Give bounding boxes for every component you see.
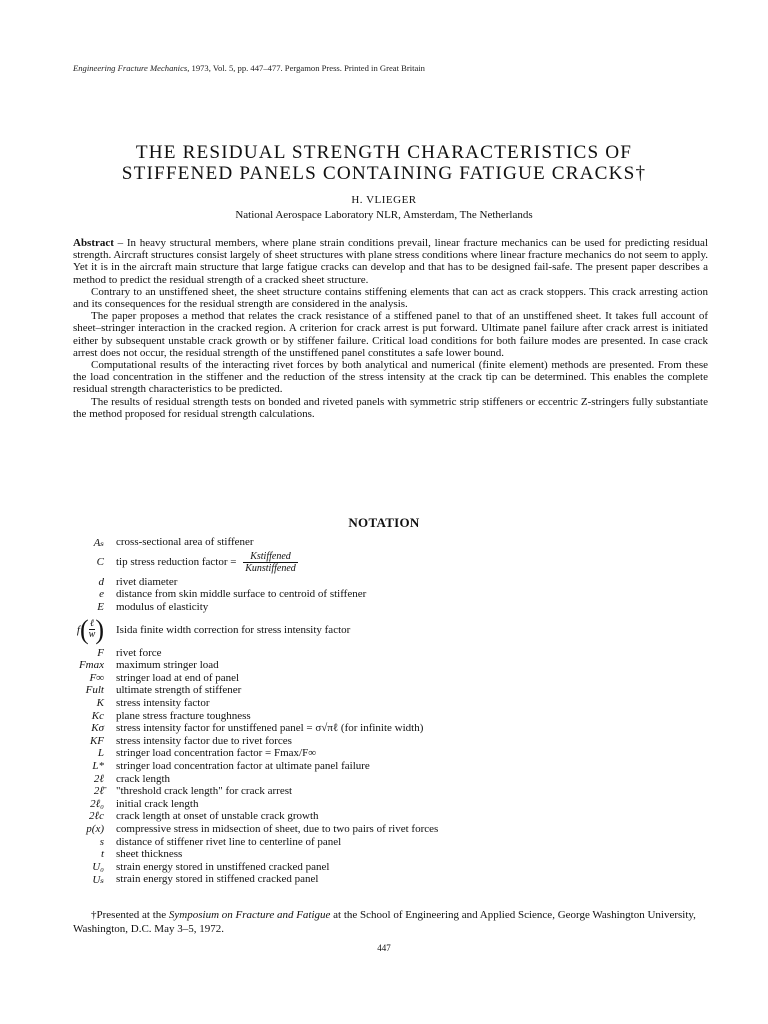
notation-symbol: K (96, 697, 104, 710)
notation-definition: stress intensity factor due to rivet forces (116, 734, 292, 747)
abstract-paragraph-5: The results of residual strength tests on bonded and riveted panels with symmetric strip stiffeners or eccentric Z-stringers fully substantiate the method proposed for residual strength calculations. (73, 395, 708, 420)
footnote: †Presented at the Symposium on Fracture and Fatigue at the School of Engineering and Applied Science, George Washington University, Washington, D.C. May 3–5, 1972. (73, 909, 696, 935)
notation-row (68, 646, 708, 659)
notation-symbol: Kσ (91, 722, 104, 735)
notation-symbol: 2ℓ (93, 772, 104, 785)
notation-row (68, 735, 708, 748)
notation-definition: Isida finite width correction for stress intensity factor (116, 623, 351, 636)
notation-definition: sheet thickness (116, 848, 183, 861)
notation-symbol: KF (89, 734, 104, 747)
notation-definition: cross-sectional area of stiffener (116, 536, 254, 549)
notation-definition: rivet force (116, 646, 162, 659)
journal-citation: , 1973, Vol. 5, pp. 447–477. Pergamon Press. Printed in Great Britain (187, 63, 425, 73)
author-name: H. VLIEGER (351, 194, 417, 206)
notation-symbol: Fmax (78, 659, 104, 672)
page-number: 447 (377, 943, 391, 953)
notation-row (68, 835, 708, 848)
notation-row (68, 684, 708, 697)
notation-definition: compressive stress in midsection of sheet, due to two pairs of rivet forces (116, 822, 439, 835)
notation-symbol: e (99, 588, 104, 601)
notation-row (68, 798, 708, 811)
abstract-paragraph-1: Abstract – In heavy structural members, where plane strain conditions prevail, linear fracture mechanics can be used for predicting residual strength. Aircraft structures consist largely of sheet structures with plane stress conditions where linear fracture mechanics do not seem to apply. Yet it is in the aircraft main structure that large fatigue cracks can develop and that has to be designed fail-safe. The present paper describes a method to predict the residual strength of a cracked sheet structure. (73, 237, 708, 286)
stress-reduction-fraction (243, 551, 298, 574)
paper-title (60, 142, 708, 184)
notation-symbol: F (97, 646, 104, 659)
abstract-paragraph-4: Computational results of the interacting rivet forces by both analytical and numerical (finite element) methods are presented. From these the load concentration in the stiffener and the reduction of the stress intensity at the crack tip can be determined. This enables the complete residual strength characteristics to be predicted. (73, 359, 708, 396)
notation-row (68, 576, 708, 589)
notation-symbol: Aₛ (93, 536, 104, 549)
notation-symbol: Uₛ (92, 873, 104, 886)
notation-list (68, 536, 708, 886)
notation-symbol (68, 614, 116, 645)
notation-row (68, 810, 708, 823)
notation-symbol: d (98, 575, 104, 588)
notation-definition: stringer load concentration factor at ultimate panel failure (116, 760, 370, 773)
notation-row (68, 747, 708, 760)
notation-row (68, 823, 708, 836)
notation-row (68, 848, 708, 861)
notation-row (68, 722, 708, 735)
notation-row (68, 588, 708, 601)
journal-header (73, 63, 693, 73)
notation-definition: stress intensity factor for unstiffened panel = σ√πℓ (for infinite width) (116, 722, 424, 735)
notation-row (68, 785, 708, 798)
notation-definition: distance of stiffener rivet line to centerline of panel (116, 835, 342, 848)
notation-symbol: F∞ (89, 671, 104, 684)
notation-row (68, 772, 708, 785)
notation-definition: "threshold crack length" for crack arrest (116, 785, 293, 798)
notation-definition: stringer load at end of panel (116, 671, 240, 684)
notation-row (68, 697, 708, 710)
notation-symbol: L* (92, 760, 104, 773)
notation-row (68, 873, 708, 886)
notation-definition: plane stress fracture toughness (116, 709, 251, 722)
abstract-lead: Abstract (73, 237, 114, 249)
notation-symbol: U₀ (92, 860, 104, 873)
notation-symbol: L (97, 747, 104, 760)
abstract-paragraph-2: Contrary to an unstiffened sheet, the sheet structure contains stiffening elements that can act as crack stoppers. This crack arresting action and its consequences for the residual strength are considered in the analysis. (73, 285, 708, 311)
notation-symbol: t (100, 848, 104, 861)
notation-symbol: 2ℓ₀ (90, 797, 104, 810)
notation-row (68, 760, 708, 773)
notation-symbol: 2ℓc (89, 810, 104, 823)
notation-definition: strain energy stored in stiffened cracked panel (116, 873, 319, 886)
symposium-name: Symposium on Fracture and Fatigue (168, 909, 331, 921)
journal-name: Engineering Fracture Mechanics (73, 63, 188, 73)
abstract-paragraph-3: The paper proposes a method that relates the crack resistance of a stiffened panel to that of an unstiffened sheet. It takes full account of sheet–stringer interaction in the cracked region. A criterion for crack arrest is put forward. Ultimate panel failure after crack arrest is initiated either by subsequent unstable crack growth or by stiffener failure. Critical load conditions for both failure modes are presented. In case crack arrest does not occur, the residual strength of the unstiffened panel constitutes a safe lower bound. (73, 310, 708, 359)
notation-symbol: s (99, 835, 104, 848)
notation-definition: initial crack length (116, 797, 199, 810)
notation-heading: NOTATION (348, 515, 420, 530)
notation-row (68, 613, 708, 646)
notation-definition: crack length at onset of unstable crack growth (116, 810, 319, 823)
notation-symbol: p(x) (86, 822, 104, 835)
notation-definition: crack length (116, 772, 171, 785)
abstract (73, 237, 708, 420)
author-affiliation: National Aerospace Laboratory NLR, Amsterdam, The Netherlands (235, 209, 533, 221)
notation-definition: rivet diameter (116, 575, 178, 588)
title-line-2: STIFFENED PANELS CONTAINING FATIGUE CRACKS† (121, 163, 647, 184)
notation-row (68, 659, 708, 672)
notation-symbol: E (97, 601, 104, 614)
notation-row (68, 601, 708, 614)
notation-definition: maximum stringer load (116, 659, 219, 672)
notation-row (68, 709, 708, 722)
notation-row (68, 860, 708, 873)
notation-symbol: 2ℓ̄ (93, 785, 104, 798)
notation-row (68, 672, 708, 685)
notation-definition: modulus of elasticity (116, 601, 209, 614)
notation-definition: stress intensity factor (116, 697, 210, 710)
notation-definition: tip stress reduction factor = $\frac{\text{Kstiffened}}{\text{Kunstiffened}}$ (116, 550, 296, 574)
isida-function-symbol: f ( ℓ w ) (76, 614, 104, 645)
notation-definition: distance from skin middle surface to centroid of stiffener (116, 588, 367, 601)
fraction-denominator: Kunstiffened (245, 562, 296, 574)
notation-symbol: C (96, 556, 104, 569)
notation-definition: strain energy stored in unstiffened cracked panel (116, 860, 330, 873)
notation-symbol: Kc (91, 709, 104, 722)
notation-definition: stringer load concentration factor = Fmax/F∞ (116, 747, 317, 760)
notation-row (68, 549, 708, 576)
fraction-numerator: Kstiffened (243, 551, 298, 563)
notation-definition: ultimate strength of stiffener (116, 684, 242, 697)
notation-symbol: Fult (85, 684, 104, 697)
notation-row (68, 536, 708, 549)
title-line-1: THE RESIDUAL STRENGTH CHARACTERISTICS OF (135, 142, 633, 163)
